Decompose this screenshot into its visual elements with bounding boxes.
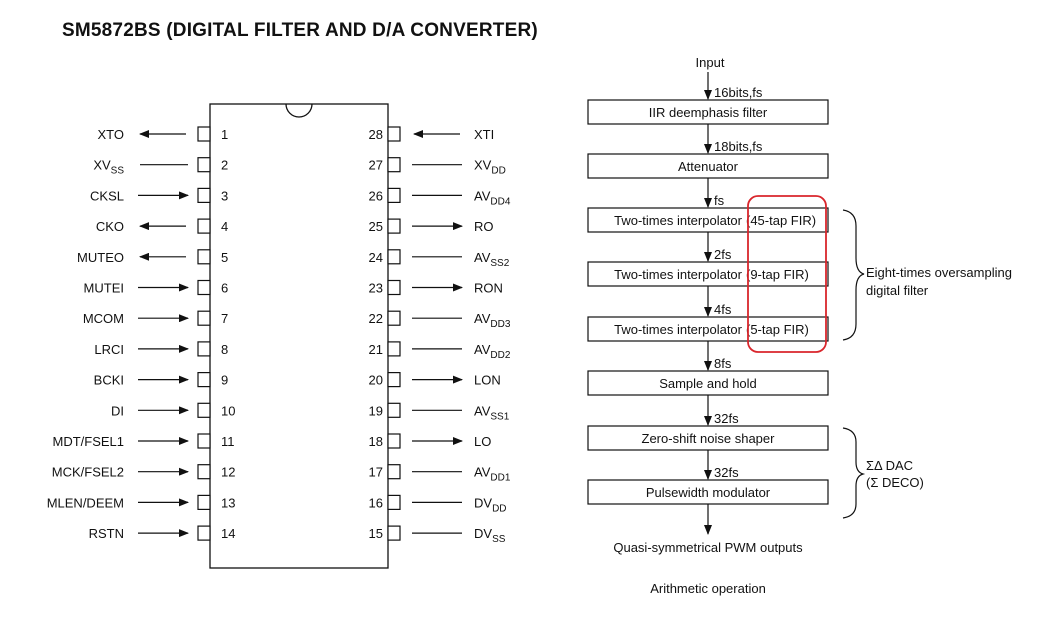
- pin-26-pad: [388, 188, 400, 202]
- pin-21-subscript: DD2: [490, 349, 511, 361]
- pin-9-pad: [198, 373, 210, 387]
- pin-26-name: AV: [474, 188, 491, 204]
- flow-input-label: Input: [695, 55, 725, 70]
- pin-5-pad: [198, 250, 210, 264]
- interpolator-3-block-label: Two-times interpolator: [614, 322, 742, 337]
- pin-23-pad: [388, 281, 400, 295]
- pin-9-number: 9: [221, 372, 229, 388]
- oversampling-label-line1: Eight-times oversampling: [866, 265, 1012, 280]
- pin-18-number: 18: [368, 434, 383, 449]
- pin-16-subscript: DD: [492, 503, 507, 515]
- pin-7-label: [83, 311, 124, 326]
- pin-17-pad: [388, 465, 400, 479]
- pin-17-name: AV: [474, 464, 491, 480]
- pin-12-name: MCK/FSEL2: [51, 464, 124, 480]
- pin-25-label: [474, 219, 494, 234]
- pin-27-subscript: DD: [491, 165, 506, 177]
- pin-4-label: [96, 219, 124, 234]
- pin-10-number: 10: [221, 403, 236, 419]
- pin-16-name: DV: [474, 495, 493, 511]
- pin-4-name: CKO: [95, 219, 124, 235]
- pin-28-pad: [388, 127, 400, 141]
- pin-2-label: [93, 158, 124, 177]
- pin-28-number: 28: [368, 127, 383, 142]
- pin-14-label: [89, 526, 124, 541]
- pin-6-label: [84, 281, 124, 296]
- dac-brace: [843, 428, 863, 518]
- pwm-modulator-block-label: Pulsewidth modulator: [645, 485, 771, 500]
- pin-1-label: [98, 127, 125, 142]
- pin-7-number: 7: [221, 311, 229, 327]
- pin-19-pad: [388, 403, 400, 417]
- pin-8-pad: [198, 342, 210, 356]
- pin-28-label: [474, 127, 494, 142]
- dac-label-line2: (Σ DECO): [866, 475, 924, 490]
- pin-21-name: AV: [474, 341, 491, 357]
- rate-label-2: 18bits,fs: [714, 139, 763, 154]
- pin-3-number: 3: [221, 188, 229, 204]
- pin-4-pad: [198, 219, 210, 233]
- pin-18-pad: [388, 434, 400, 448]
- sample-hold-block-label: Sample and hold: [659, 376, 757, 391]
- pin-8-number: 8: [221, 341, 229, 357]
- pin-23-number: 23: [368, 280, 383, 296]
- pin-5-label: [77, 250, 124, 265]
- pin-24-label: [474, 250, 510, 269]
- pin-17-number: 17: [368, 464, 383, 480]
- pin-15-pad: [388, 526, 400, 540]
- pin-23-label: [474, 281, 503, 296]
- pin-14-number: 14: [221, 526, 236, 542]
- pin-5-name: MUTEO: [77, 249, 124, 265]
- ic-notch: [286, 104, 312, 117]
- pin-11-pad: [198, 434, 210, 448]
- pin-7-name: MCOM: [82, 311, 124, 327]
- pin-17-label: [474, 465, 511, 484]
- rate-label-8: 32fs: [714, 465, 739, 480]
- pin-2-number: 2: [221, 157, 229, 173]
- pin-1-pad: [198, 127, 210, 141]
- oversampling-label-line2: digital filter: [866, 283, 929, 298]
- pin-23-name: RON: [474, 280, 503, 296]
- pin-22-name: AV: [474, 311, 491, 327]
- pin-2-name: XV: [93, 157, 111, 173]
- pin-7-pad: [198, 311, 210, 325]
- dac-label-line1: ΣΔ DAC: [866, 458, 914, 473]
- interpolator-2-block-tap: (9-tap FIR): [746, 267, 809, 282]
- pin-12-number: 12: [221, 464, 236, 480]
- pin-11-number: 11: [221, 434, 235, 449]
- rate-label-6: 8fs: [714, 356, 732, 371]
- flow-diagram: [588, 72, 828, 534]
- pins-left: [47, 127, 236, 541]
- attenuator-block-label: Attenuator: [678, 159, 738, 174]
- ic-package: [210, 104, 388, 568]
- flow-footer-label: Arithmetic operation: [650, 581, 766, 596]
- pin-24-pad: [388, 250, 400, 264]
- pin-15-subscript: SS: [492, 534, 506, 546]
- pin-21-number: 21: [368, 341, 383, 357]
- pin-17-subscript: DD1: [490, 472, 511, 484]
- pin-26-subscript: DD4: [490, 196, 511, 208]
- pin-27-name: XV: [474, 157, 492, 173]
- pin-21-pad: [388, 342, 400, 356]
- pin-12-label: [52, 465, 124, 480]
- pin-20-pad: [388, 373, 400, 387]
- interpolator-1-block-label: Two-times interpolator: [614, 213, 742, 228]
- pin-14-pad: [198, 526, 210, 540]
- pin-22-number: 22: [368, 311, 383, 327]
- pin-16-number: 16: [368, 495, 383, 511]
- pin-12-pad: [198, 465, 210, 479]
- rate-label-7: 32fs: [714, 411, 739, 426]
- pin-6-pad: [198, 281, 210, 295]
- pin-22-label: [474, 311, 511, 330]
- pin-10-pad: [198, 403, 210, 417]
- pins-right: [369, 127, 511, 545]
- pin-8-name: LRCI: [94, 341, 124, 357]
- pin-10-name: DI: [111, 403, 124, 419]
- pin-26-label: [474, 188, 511, 207]
- pin-13-name: MLEN/DEEM: [46, 495, 124, 511]
- pin-3-pad: [198, 188, 210, 202]
- pin-15-label: [474, 526, 506, 545]
- rate-label-1: 16bits,fs: [714, 85, 763, 100]
- noise-shaper-block-label: Zero-shift noise shaper: [641, 431, 775, 446]
- pin-13-number: 13: [221, 495, 236, 511]
- pin-3-label: [90, 188, 124, 203]
- pin-25-number: 25: [368, 219, 383, 235]
- pin-27-pad: [388, 158, 400, 172]
- pin-18-label: [474, 434, 491, 449]
- pin-19-number: 19: [368, 403, 383, 419]
- oversampling-brace: [843, 210, 864, 340]
- pin-11-label: [52, 434, 124, 449]
- pin-16-label: [474, 495, 507, 514]
- pin-20-number: 20: [368, 372, 383, 388]
- pin-16-pad: [388, 495, 400, 509]
- pin-2-subscript: SS: [110, 165, 124, 177]
- pin-8-label: [94, 342, 124, 357]
- pin-27-number: 27: [368, 157, 383, 173]
- pin-24-subscript: SS2: [490, 257, 510, 269]
- interpolator-1-block-tap: (45-tap FIR): [746, 213, 817, 228]
- pin-24-name: AV: [474, 249, 491, 265]
- pin-18-name: LO: [474, 434, 492, 449]
- pin-19-subscript: SS1: [490, 411, 510, 423]
- rate-label-5: 4fs: [714, 302, 732, 317]
- pin-11-name: MDT/FSEL1: [52, 434, 124, 449]
- diagram-title: SM5872BS (DIGITAL FILTER AND D/A CONVERTER): [62, 20, 538, 41]
- pin-21-label: [474, 342, 511, 361]
- pin-5-number: 5: [221, 249, 229, 265]
- pin-9-label: [94, 373, 124, 388]
- pin-1-number: 1: [221, 127, 229, 142]
- pin-1-name: XTO: [97, 127, 124, 142]
- pin-28-name: XTI: [474, 127, 495, 142]
- rate-label-4: 2fs: [714, 247, 732, 262]
- pin-25-name: RO: [474, 219, 494, 235]
- pin-15-number: 15: [368, 526, 383, 542]
- pin-6-name: MUTEI: [83, 280, 124, 296]
- pin-6-number: 6: [221, 280, 229, 296]
- pin-22-subscript: DD3: [490, 319, 511, 331]
- pin-24-number: 24: [368, 249, 383, 265]
- pin-14-name: RSTN: [88, 526, 124, 542]
- pin-26-number: 26: [368, 188, 383, 204]
- pin-13-pad: [198, 495, 210, 509]
- pin-2-pad: [198, 158, 210, 172]
- pin-10-label: [111, 403, 124, 418]
- pin-13-label: [47, 495, 124, 510]
- rate-label-3: fs: [714, 193, 725, 208]
- pin-4-number: 4: [221, 219, 229, 235]
- pin-27-label: [474, 158, 506, 177]
- pin-9-name: BCKI: [93, 372, 124, 388]
- iir-deemphasis-block-label: IIR deemphasis filter: [648, 105, 768, 120]
- pin-25-pad: [388, 219, 400, 233]
- pin-22-pad: [388, 311, 400, 325]
- interpolator-2-block-label: Two-times interpolator: [614, 267, 742, 282]
- interpolator-3-block-tap: (5-tap FIR): [746, 322, 809, 337]
- flow-output-label: Quasi-symmetrical PWM outputs: [613, 540, 803, 555]
- pin-3-name: CKSL: [90, 188, 124, 204]
- pin-19-name: AV: [474, 403, 491, 419]
- pin-20-label: [474, 373, 501, 388]
- pin-20-name: LON: [474, 372, 501, 388]
- pin-15-name: DV: [474, 526, 493, 542]
- pin-19-label: [474, 403, 510, 422]
